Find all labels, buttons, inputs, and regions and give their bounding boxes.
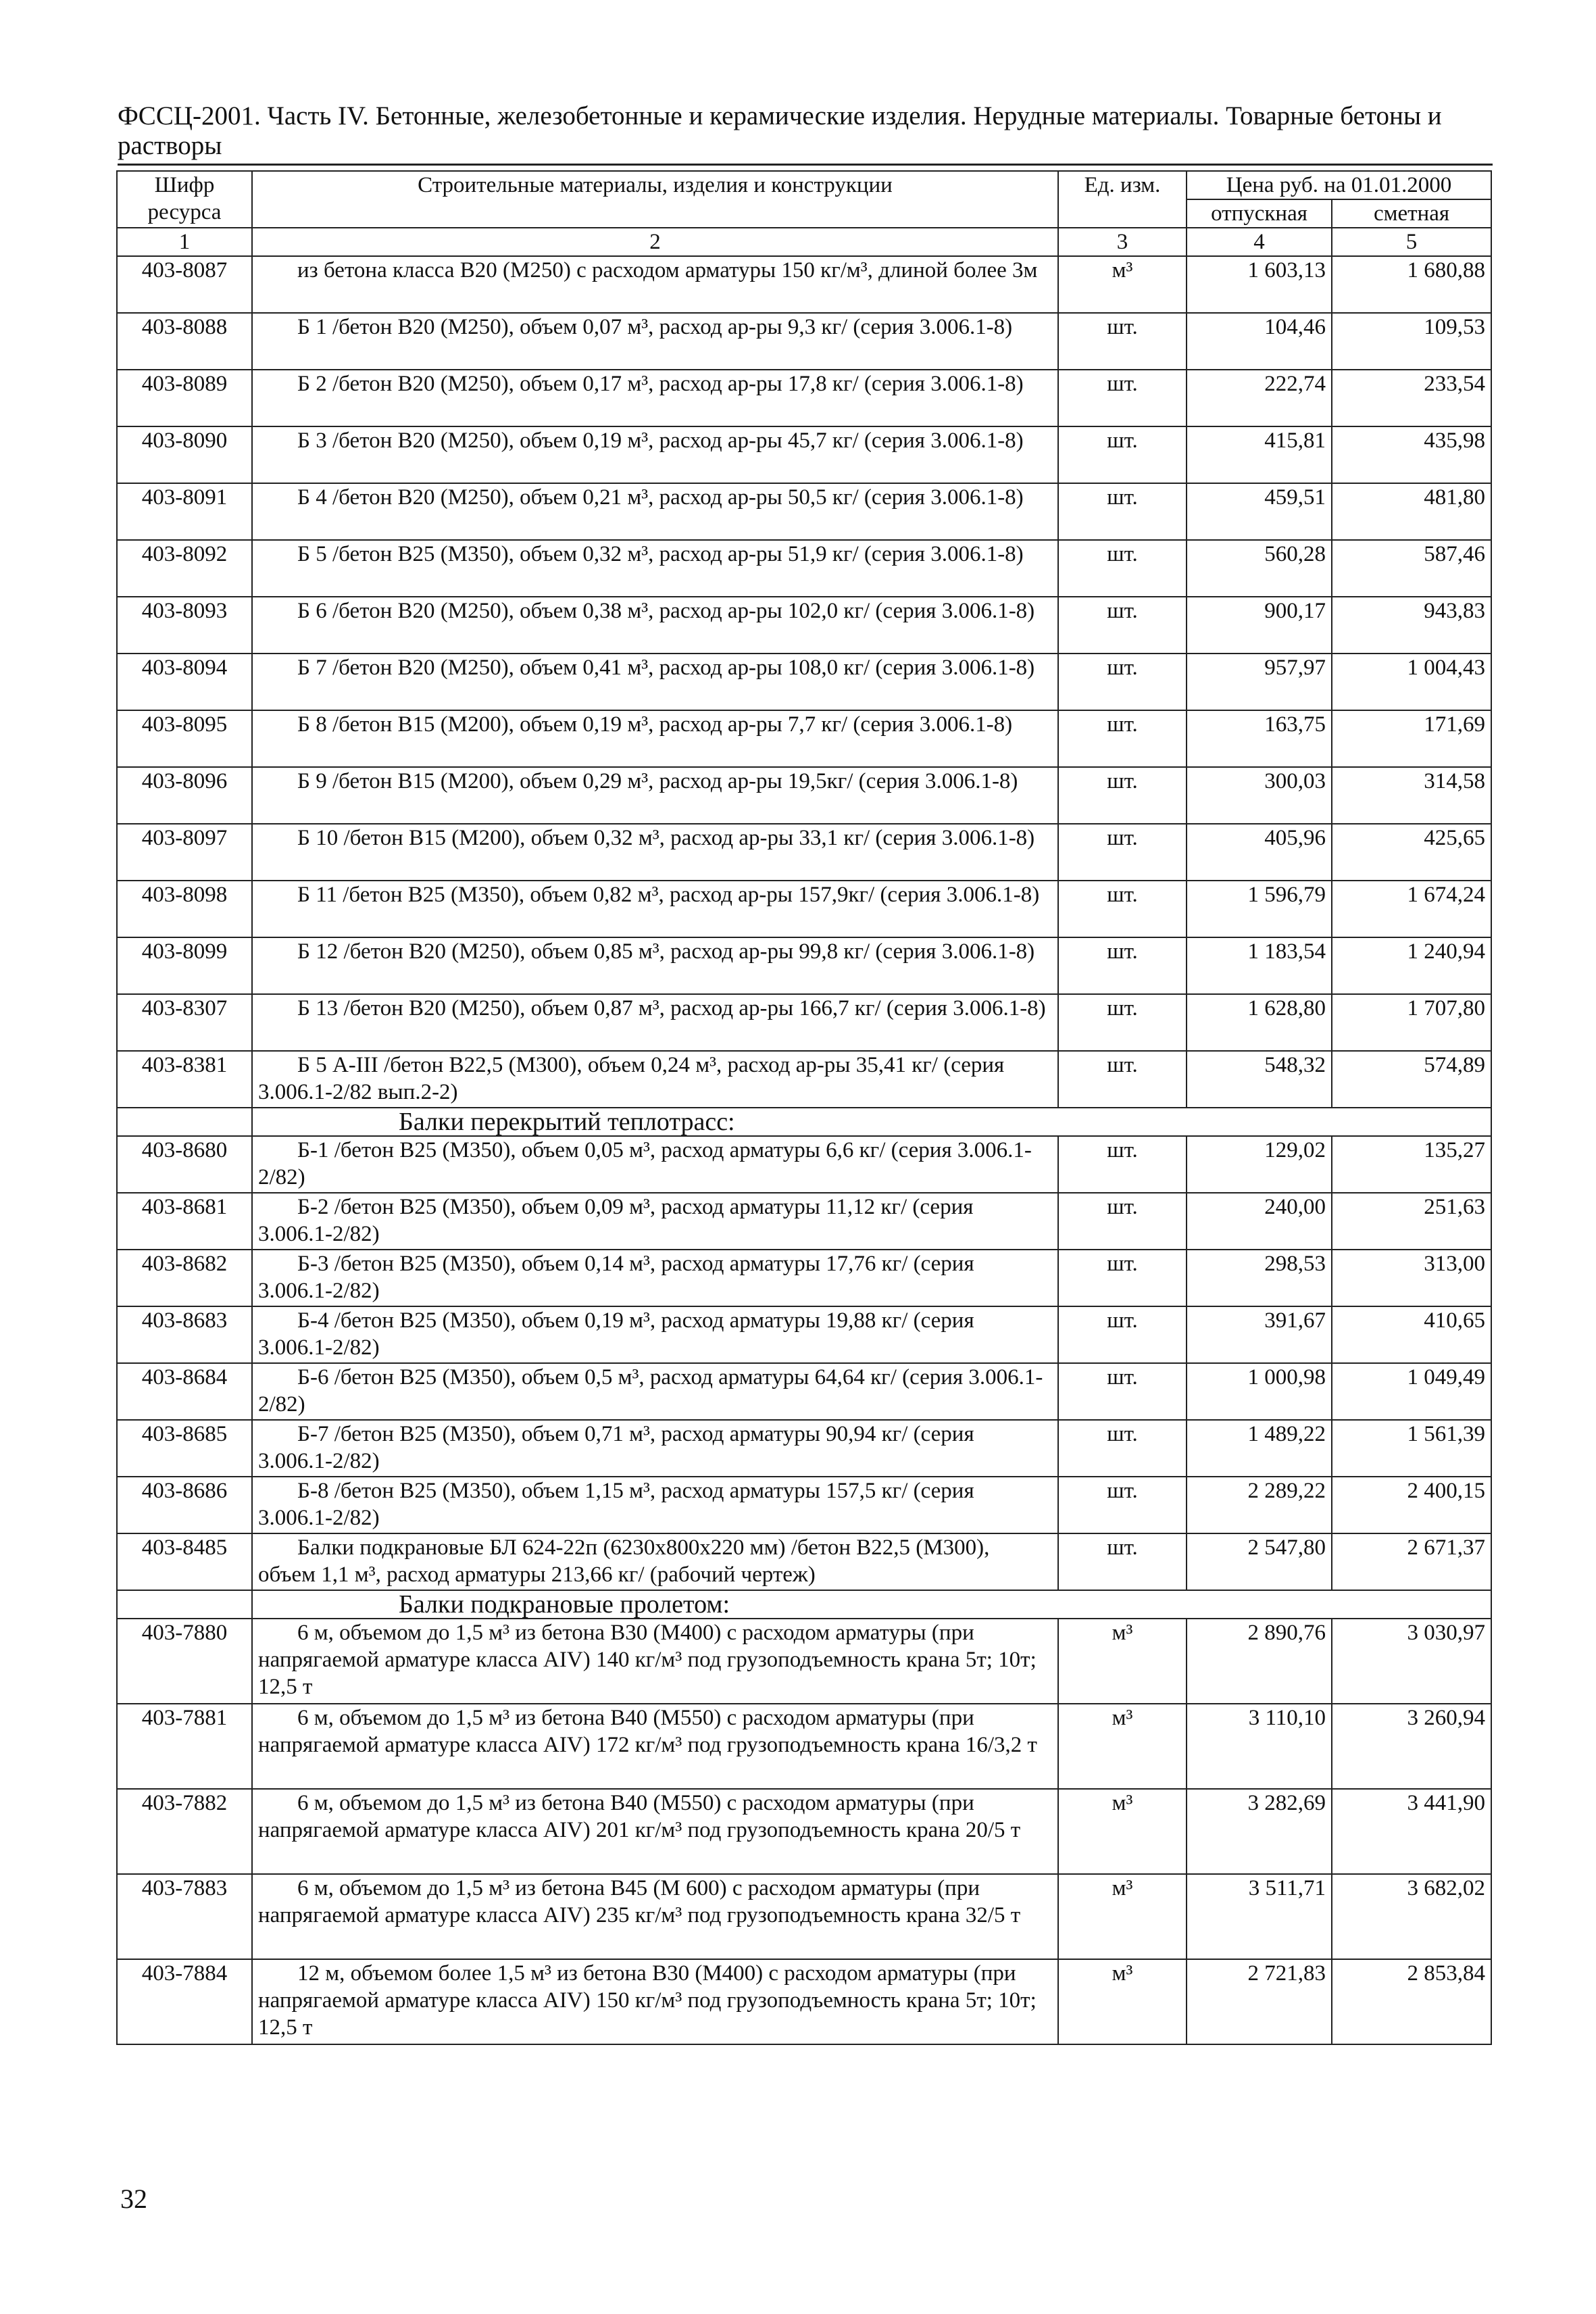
- release-price-cell: 405,96: [1187, 824, 1332, 881]
- release-price-cell: 1 596,79: [1187, 881, 1332, 937]
- table-row: [117, 881, 1491, 937]
- page-header: [118, 101, 1493, 166]
- release-price-cell: 2 721,83: [1187, 1959, 1332, 2044]
- unit-cell: шт.: [1058, 937, 1187, 994]
- unit-cell: м³: [1058, 1704, 1187, 1789]
- table-row: [117, 1477, 1491, 1533]
- estimate-price-cell: 3 260,94: [1332, 1704, 1491, 1789]
- estimate-price-cell: 313,00: [1332, 1250, 1491, 1306]
- unit-cell: шт.: [1058, 483, 1187, 540]
- unit-cell: шт.: [1058, 1250, 1187, 1306]
- description-cell: Б-8 /бетон В25 (М350), объем 1,15 м³, расход арматуры 157,5 кг/ (серия 3.006.1-2/82): [252, 1477, 1058, 1533]
- estimate-price-cell: 251,63: [1332, 1193, 1491, 1250]
- release-price-cell: 459,51: [1187, 483, 1332, 540]
- resource-code-cell: 403-8096: [117, 767, 252, 824]
- col-number-2: 2: [252, 228, 1058, 256]
- release-price-cell: 415,81: [1187, 426, 1332, 483]
- resource-code-cell: 403-8684: [117, 1363, 252, 1420]
- table-row: [117, 767, 1491, 824]
- unit-cell: м³: [1058, 256, 1187, 313]
- release-price-cell: 222,74: [1187, 370, 1332, 426]
- estimate-price-cell: 135,27: [1332, 1136, 1491, 1193]
- estimate-price-cell: 435,98: [1332, 426, 1491, 483]
- price-table-head: [117, 171, 1491, 256]
- table-row: [117, 370, 1491, 426]
- description-cell: 6 м, объемом до 1,5 м³ из бетона В30 (М400) с расходом арматуры (при напрягаемой арматуре класса AIV) 140 кг/м³ под грузоподъемность крана 5т; 10т; 12,5 т: [252, 1619, 1058, 1704]
- unit-cell: шт.: [1058, 654, 1187, 710]
- unit-cell: шт.: [1058, 370, 1187, 426]
- release-price-cell: 163,75: [1187, 710, 1332, 767]
- resource-code-cell: 403-8685: [117, 1420, 252, 1477]
- description-cell: Б 8 /бетон В15 (М200), объем 0,19 м³, расход ар-ры 7,7 кг/ (серия 3.006.1-8): [252, 710, 1058, 767]
- description-cell: Б-3 /бетон В25 (М350), объем 0,14 м³, расход арматуры 17,76 кг/ (серия 3.006.1-2/82): [252, 1250, 1058, 1306]
- table-row: [117, 1306, 1491, 1363]
- resource-code-cell: 403-8091: [117, 483, 252, 540]
- description-cell: из бетона класса В20 (М250) с расходом арматуры 150 кг/м³, длиной более 3м: [252, 256, 1058, 313]
- resource-code-cell: 403-8090: [117, 426, 252, 483]
- col-code-header: Шифр ресурса: [117, 171, 252, 228]
- description-cell: 6 м, объемом до 1,5 м³ из бетона В45 (М 600) с расходом арматуры (при напрягаемой арматуре класса AIV) 235 кг/м³ под грузоподъемность крана 32/5 т: [252, 1874, 1058, 1959]
- resource-code-cell: 403-8381: [117, 1051, 252, 1108]
- estimate-price-cell: 233,54: [1332, 370, 1491, 426]
- estimate-price-cell: 1 240,94: [1332, 937, 1491, 994]
- col-number-4: 4: [1187, 228, 1332, 256]
- release-price-cell: 3 110,10: [1187, 1704, 1332, 1789]
- section-heading: Балки перекрытий теплотрасс:: [252, 1108, 1491, 1136]
- unit-cell: шт.: [1058, 1420, 1187, 1477]
- unit-cell: шт.: [1058, 1051, 1187, 1108]
- resource-code-cell: 403-8680: [117, 1136, 252, 1193]
- section-blank-cell: [117, 1590, 252, 1619]
- description-cell: 6 м, объемом до 1,5 м³ из бетона В40 (М550) с расходом арматуры (при напрягаемой арматуре класса AIV) 201 кг/м³ под грузоподъемность крана 20/5 т: [252, 1789, 1058, 1874]
- table-row: [117, 937, 1491, 994]
- table-row: [117, 1193, 1491, 1250]
- estimate-price-cell: 1 561,39: [1332, 1420, 1491, 1477]
- description-cell: 12 м, объемом более 1,5 м³ из бетона В30 (М400) с расходом арматуры (при напрягаемой арматуре класса AIV) 150 кг/м³ под грузоподъемность крана 5т; 10т; 12,5 т: [252, 1959, 1058, 2044]
- col-number-1: 1: [117, 228, 252, 256]
- estimate-price-cell: 3 030,97: [1332, 1619, 1491, 1704]
- resource-code-cell: 403-8097: [117, 824, 252, 881]
- estimate-price-cell: 1 707,80: [1332, 994, 1491, 1051]
- unit-cell: шт.: [1058, 313, 1187, 370]
- unit-cell: шт.: [1058, 426, 1187, 483]
- resource-code-cell: 403-7882: [117, 1789, 252, 1874]
- col-price-header: Цена руб. на 01.01.2000: [1187, 171, 1491, 199]
- description-cell: Б 1 /бетон В20 (М250), объем 0,07 м³, расход ар-ры 9,3 кг/ (серия 3.006.1-8): [252, 313, 1058, 370]
- resource-code-cell: 403-8089: [117, 370, 252, 426]
- unit-cell: м³: [1058, 1874, 1187, 1959]
- estimate-price-cell: 1 004,43: [1332, 654, 1491, 710]
- table-row: [117, 256, 1491, 313]
- resource-code-cell: 403-8094: [117, 654, 252, 710]
- resource-code-cell: 403-7880: [117, 1619, 252, 1704]
- table-row: [117, 483, 1491, 540]
- resource-code-cell: 403-8682: [117, 1250, 252, 1306]
- release-price-cell: 2 289,22: [1187, 1477, 1332, 1533]
- table-row: [117, 313, 1491, 370]
- description-cell: Б-1 /бетон В25 (М350), объем 0,05 м³, расход арматуры 6,6 кг/ (серия 3.006.1-2/82): [252, 1136, 1058, 1193]
- resource-code-cell: 403-8686: [117, 1477, 252, 1533]
- resource-code-cell: 403-8099: [117, 937, 252, 994]
- estimate-price-cell: 314,58: [1332, 767, 1491, 824]
- unit-cell: м³: [1058, 1619, 1187, 1704]
- estimate-price-cell: 410,65: [1332, 1306, 1491, 1363]
- unit-cell: шт.: [1058, 597, 1187, 654]
- release-price-cell: 300,03: [1187, 767, 1332, 824]
- resource-code-cell: 403-8307: [117, 994, 252, 1051]
- unit-cell: шт.: [1058, 881, 1187, 937]
- page-header-title: ФССЦ-2001. Часть IV. Бетонные, железобетонные и керамические изделия. Нерудные материалы. Товарные бетоны и растворы: [118, 101, 1442, 160]
- estimate-price-cell: 171,69: [1332, 710, 1491, 767]
- estimate-price-cell: 109,53: [1332, 313, 1491, 370]
- unit-cell: м³: [1058, 1959, 1187, 2044]
- table-row: [117, 710, 1491, 767]
- unit-cell: шт.: [1058, 540, 1187, 597]
- resource-code-cell: 403-8485: [117, 1533, 252, 1590]
- description-cell: Б-7 /бетон В25 (М350), объем 0,71 м³, расход арматуры 90,94 кг/ (серия 3.006.1-2/82): [252, 1420, 1058, 1477]
- estimate-price-cell: 574,89: [1332, 1051, 1491, 1108]
- section-row: [117, 1108, 1491, 1136]
- table-row: [117, 1533, 1491, 1590]
- resource-code-cell: 403-8092: [117, 540, 252, 597]
- page-number: 32: [120, 2184, 147, 2214]
- unit-cell: шт.: [1058, 1306, 1187, 1363]
- table-row: [117, 994, 1491, 1051]
- table-row: [117, 1959, 1491, 2044]
- release-price-cell: 298,53: [1187, 1250, 1332, 1306]
- col-number-5: 5: [1332, 228, 1491, 256]
- unit-cell: м³: [1058, 1789, 1187, 1874]
- resource-code-cell: 403-8087: [117, 256, 252, 313]
- description-cell: Б 12 /бетон В20 (М250), объем 0,85 м³, расход ар-ры 99,8 кг/ (серия 3.006.1-8): [252, 937, 1058, 994]
- release-price-cell: 1 628,80: [1187, 994, 1332, 1051]
- header-rule: [118, 164, 1493, 166]
- unit-cell: шт.: [1058, 994, 1187, 1051]
- table-row: [117, 597, 1491, 654]
- unit-cell: шт.: [1058, 1477, 1187, 1533]
- resource-code-cell: 403-8088: [117, 313, 252, 370]
- estimate-price-cell: 1 674,24: [1332, 881, 1491, 937]
- table-row: [117, 1789, 1491, 1874]
- release-price-cell: 900,17: [1187, 597, 1332, 654]
- resource-code-cell: 403-8681: [117, 1193, 252, 1250]
- release-price-cell: 560,28: [1187, 540, 1332, 597]
- release-price-cell: 1 000,98: [1187, 1363, 1332, 1420]
- estimate-price-cell: 1 680,88: [1332, 256, 1491, 313]
- release-price-cell: 129,02: [1187, 1136, 1332, 1193]
- release-price-cell: 1 603,13: [1187, 256, 1332, 313]
- unit-cell: шт.: [1058, 710, 1187, 767]
- release-price-cell: 548,32: [1187, 1051, 1332, 1108]
- resource-code-cell: 403-7884: [117, 1959, 252, 2044]
- resource-code-cell: 403-8098: [117, 881, 252, 937]
- estimate-price-cell: 943,83: [1332, 597, 1491, 654]
- table-row: [117, 1136, 1491, 1193]
- release-price-cell: 391,67: [1187, 1306, 1332, 1363]
- unit-cell: шт.: [1058, 1533, 1187, 1590]
- description-cell: Б 2 /бетон В20 (М250), объем 0,17 м³, расход ар-ры 17,8 кг/ (серия 3.006.1-8): [252, 370, 1058, 426]
- col-number-3: 3: [1058, 228, 1187, 256]
- description-cell: Б-6 /бетон В25 (М350), объем 0,5 м³, расход арматуры 64,64 кг/ (серия 3.006.1-2/82): [252, 1363, 1058, 1420]
- description-cell: Б-4 /бетон В25 (М350), объем 0,19 м³, расход арматуры 19,88 кг/ (серия 3.006.1-2/82): [252, 1306, 1058, 1363]
- description-cell: Б 6 /бетон В20 (М250), объем 0,38 м³, расход ар-ры 102,0 кг/ (серия 3.006.1-8): [252, 597, 1058, 654]
- description-cell: Б 9 /бетон В15 (М200), объем 0,29 м³, расход ар-ры 19,5кг/ (серия 3.006.1-8): [252, 767, 1058, 824]
- col-release-header: отпускная: [1187, 199, 1332, 228]
- release-price-cell: 240,00: [1187, 1193, 1332, 1250]
- estimate-price-cell: 2 853,84: [1332, 1959, 1491, 2044]
- table-row: [117, 1363, 1491, 1420]
- col-desc-header: Строительные материалы, изделия и конструкции: [252, 171, 1058, 228]
- release-price-cell: 1 489,22: [1187, 1420, 1332, 1477]
- description-cell: Б 13 /бетон В20 (М250), объем 0,87 м³, расход ар-ры 166,7 кг/ (серия 3.006.1-8): [252, 994, 1058, 1051]
- table-row: [117, 540, 1491, 597]
- resource-code-cell: 403-8093: [117, 597, 252, 654]
- estimate-price-cell: 425,65: [1332, 824, 1491, 881]
- release-price-cell: 1 183,54: [1187, 937, 1332, 994]
- table-row: [117, 426, 1491, 483]
- unit-cell: шт.: [1058, 1136, 1187, 1193]
- estimate-price-cell: 2 671,37: [1332, 1533, 1491, 1590]
- description-cell: Б 5 А-III /бетон В22,5 (М300), объем 0,24 м³, расход ар-ры 35,41 кг/ (серия 3.006.1-2/82 вып.2-2): [252, 1051, 1058, 1108]
- resource-code-cell: 403-7883: [117, 1874, 252, 1959]
- estimate-price-cell: 481,80: [1332, 483, 1491, 540]
- resource-code-cell: 403-8095: [117, 710, 252, 767]
- unit-cell: шт.: [1058, 1363, 1187, 1420]
- unit-cell: шт.: [1058, 824, 1187, 881]
- resource-code-cell: 403-7881: [117, 1704, 252, 1789]
- table-row: [117, 1619, 1491, 1704]
- description-cell: Б 4 /бетон В20 (М250), объем 0,21 м³, расход ар-ры 50,5 кг/ (серия 3.006.1-8): [252, 483, 1058, 540]
- table-row: [117, 1051, 1491, 1108]
- description-cell: Б-2 /бетон В25 (М350), объем 0,09 м³, расход арматуры 11,12 кг/ (серия 3.006.1-2/82): [252, 1193, 1058, 1250]
- section-row: [117, 1590, 1491, 1619]
- table-row: [117, 654, 1491, 710]
- description-cell: 6 м, объемом до 1,5 м³ из бетона В40 (М550) с расходом арматуры (при напрягаемой арматуре класса AIV) 172 кг/м³ под грузоподъемность крана 16/3,2 т: [252, 1704, 1058, 1789]
- table-row: [117, 1250, 1491, 1306]
- description-cell: Б 3 /бетон В20 (М250), объем 0,19 м³, расход ар-ры 45,7 кг/ (серия 3.006.1-8): [252, 426, 1058, 483]
- description-cell: Б 5 /бетон В25 (М350), объем 0,32 м³, расход ар-ры 51,9 кг/ (серия 3.006.1-8): [252, 540, 1058, 597]
- unit-cell: шт.: [1058, 1193, 1187, 1250]
- resource-code-cell: 403-8683: [117, 1306, 252, 1363]
- table-row: [117, 824, 1491, 881]
- estimate-price-cell: 1 049,49: [1332, 1363, 1491, 1420]
- description-cell: Б 11 /бетон В25 (М350), объем 0,82 м³, расход ар-ры 157,9кг/ (серия 3.006.1-8): [252, 881, 1058, 937]
- col-unit-header: Ед. изм.: [1058, 171, 1187, 228]
- release-price-cell: 2 547,80: [1187, 1533, 1332, 1590]
- release-price-cell: 2 890,76: [1187, 1619, 1332, 1704]
- estimate-price-cell: 3 441,90: [1332, 1789, 1491, 1874]
- description-cell: Балки подкрановые БЛ 624-22п (6230х800х220 мм) /бетон В22,5 (М300), объем 1,1 м³, расход арматуры 213,66 кг/ (рабочий чертеж): [252, 1533, 1058, 1590]
- release-price-cell: 3 511,71: [1187, 1874, 1332, 1959]
- estimate-price-cell: 3 682,02: [1332, 1874, 1491, 1959]
- price-table-body: [117, 256, 1491, 2044]
- estimate-price-cell: 2 400,15: [1332, 1477, 1491, 1533]
- table-row: [117, 1420, 1491, 1477]
- release-price-cell: 3 282,69: [1187, 1789, 1332, 1874]
- unit-cell: шт.: [1058, 767, 1187, 824]
- table-row: [117, 1874, 1491, 1959]
- section-blank-cell: [117, 1108, 252, 1136]
- section-heading: Балки подкрановые пролетом:: [252, 1590, 1491, 1619]
- estimate-price-cell: 587,46: [1332, 540, 1491, 597]
- description-cell: Б 10 /бетон В15 (М200), объем 0,32 м³, расход ар-ры 33,1 кг/ (серия 3.006.1-8): [252, 824, 1058, 881]
- table-row: [117, 1704, 1491, 1789]
- description-cell: Б 7 /бетон В20 (М250), объем 0,41 м³, расход ар-ры 108,0 кг/ (серия 3.006.1-8): [252, 654, 1058, 710]
- col-estimate-header: сметная: [1332, 199, 1491, 228]
- price-table: [116, 170, 1492, 2045]
- release-price-cell: 104,46: [1187, 313, 1332, 370]
- release-price-cell: 957,97: [1187, 654, 1332, 710]
